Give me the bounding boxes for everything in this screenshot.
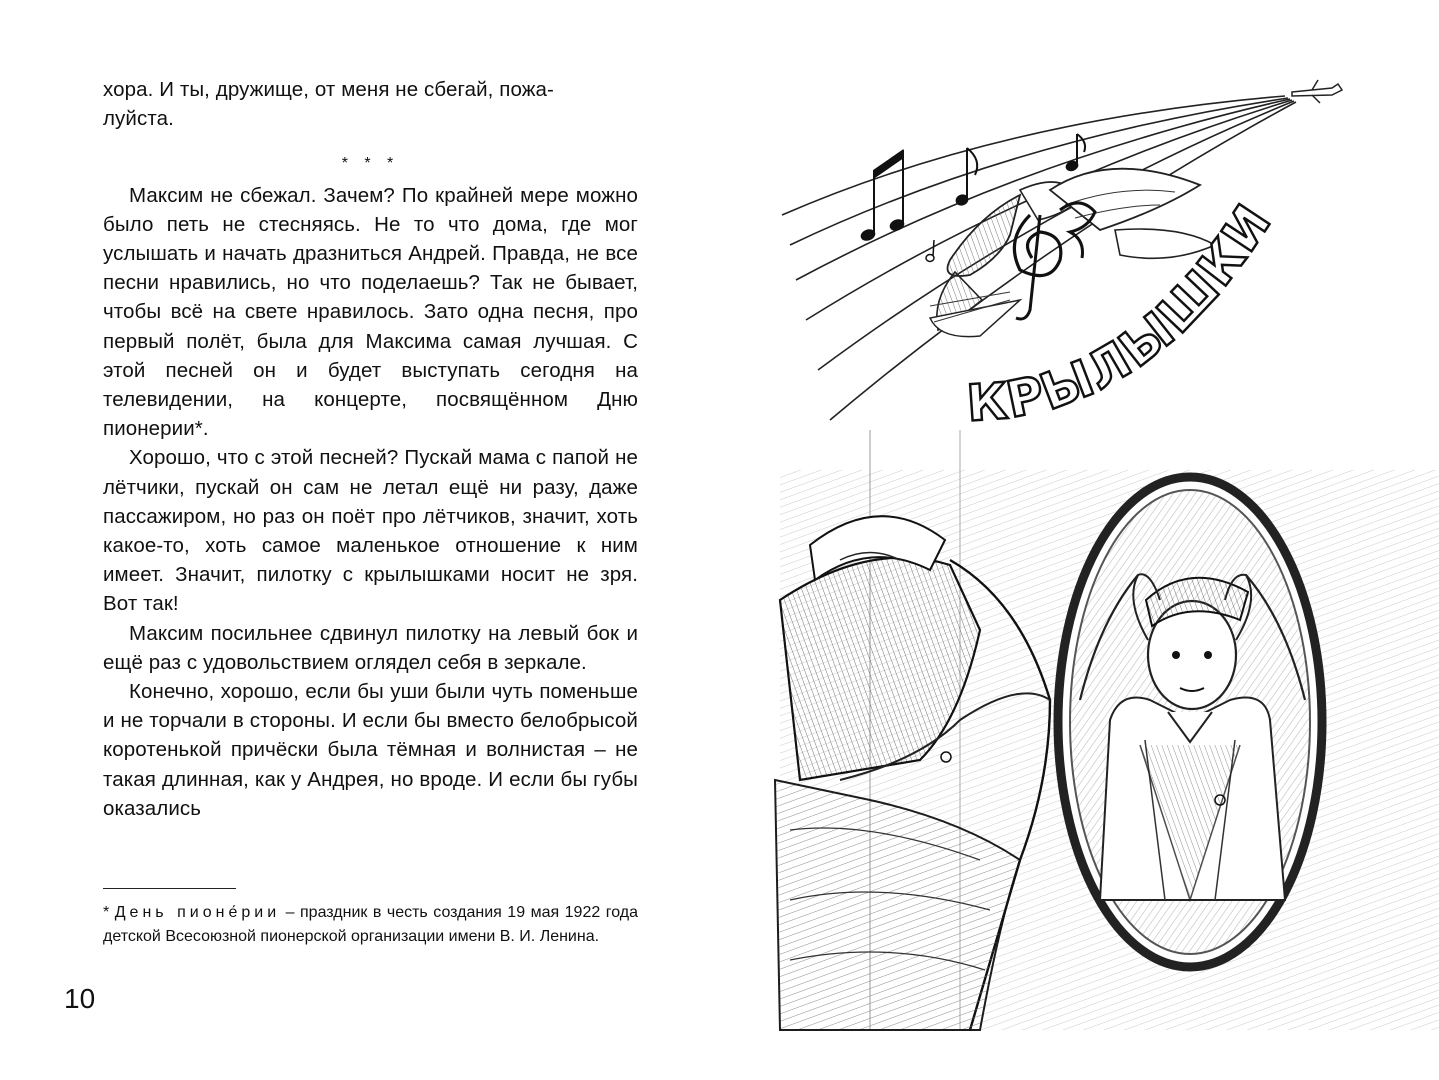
svg-text:КРЫЛЫШКИ: КРЫЛЫШКИ xyxy=(964,193,1284,433)
text-line: луйста. xyxy=(103,107,174,131)
page-number: 10 xyxy=(64,983,96,1014)
footnote-text: – праздник в честь создания 19 мая 1922 года детской Всесоюзной пионерской организации имени В. И. Ленина. xyxy=(103,904,638,945)
airplane-icon xyxy=(1292,80,1342,103)
footnote xyxy=(103,901,638,949)
paragraph: Конечно, хорошо, если бы уши были чуть поменьше и не торчали в стороны. И если бы вместо белобрысой коротенькой причёски была тёмная и волнистая – не такая длинная, как у Андрея, но вроде. И если бы губы оказались xyxy=(103,680,638,820)
paragraph: Максим посильнее сдвинул пилотку на левый бок и ещё раз с удовольствием оглядел себя в зеркале. xyxy=(103,621,638,674)
footnote-rule xyxy=(103,888,236,889)
right-page xyxy=(720,0,1439,1080)
text-line: хора. И ты, дружище, от меня не сбегай, пожа- xyxy=(103,78,554,101)
paragraph: Максим не сбежал. Зачем? По крайней мере можно было петь не стесняясь. Не то что дома, где мог услышать и начать дразниться Андрей. Правда, не все песни нравились, но что поделаешь? Так не бывает, чтобы всё на свете нравилось. Зато одна песня, про первый полёт, была для Максима самая лучшая. С этой песней он и будет выступать сегодня на телевидении, на концерте, посвящённом Дню пионерии*. xyxy=(103,183,638,441)
illustration xyxy=(720,0,1439,1080)
paragraph: Хорошо, что с этой песней? Пускай мама с папой не лётчики, пускай он сам не летал ещё ни разу, даже пассажиром, но раз он поёт про лётчиков, значит, хоть какое-то, хоть самое маленькое отношение к ним имеет. Значит, пилотку с крылышками носит не зря. Вот так! xyxy=(103,446,638,616)
body-text xyxy=(103,75,638,823)
footnote-term: День пионе́рии xyxy=(114,904,281,921)
footnote-marker: * xyxy=(103,904,115,921)
section-separator: * * * xyxy=(341,155,400,173)
